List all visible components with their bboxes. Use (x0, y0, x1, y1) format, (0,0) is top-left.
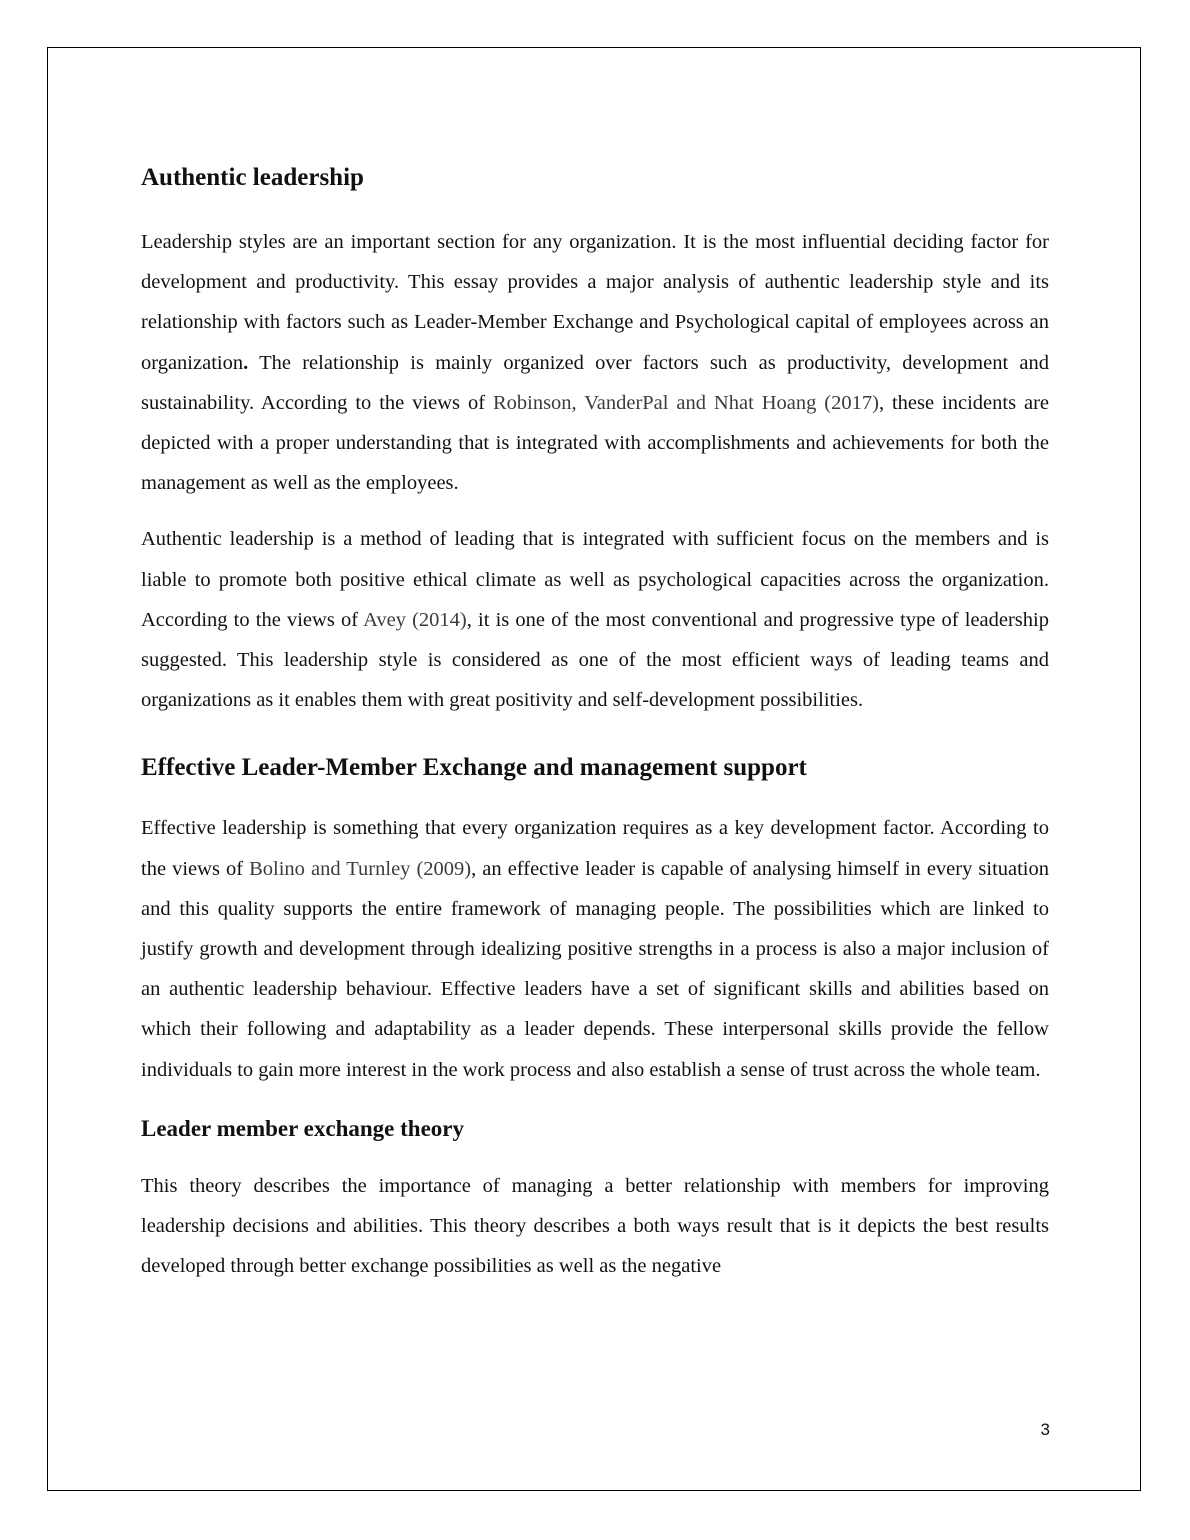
citation-avey: Avey (2014) (363, 608, 467, 631)
paragraph-2-text-b: , it is one of the most conventional and progressive type of leadership suggested. This leadership style is considered as one of the most efficient ways of leading teams and organizations as it enables them with great positivity and self-development possibilities. (141, 608, 1049, 712)
citation-robinson: Robinson, VanderPal and Nhat Hoang (2017) (492, 391, 879, 414)
paragraph-1-text-a: Leadership styles are an important section for any organization. It is the most influential deciding factor for development and productivity. This essay provides a major analysis of authentic leadership style and its relationship with factors such as Leader-Member Exchange and Psychological capital of employees across an organization (141, 231, 1049, 374)
citation-bolino: Bolino and Turnley (2009) (249, 857, 472, 880)
paragraph-4: This theory describes the importance of managing a better relationship with members for improving leadership decisions and abilities. This theory describes a both ways result that is it depicts the best results developed through better exchange possibilities as well as the negative (141, 1174, 1049, 1278)
paragraph-3-text-b: , an effective leader is capable of analysing himself in every situation and this quality supports the entire framework of managing people. The possibilities which are linked to justify growth and development through idealizing positive strengths in a process is also a major inclusion of an authentic leadership behaviour. Effective leaders have a set of significant skills and abilities based on which their following and adaptability as a leader depends. These interpersonal skills provide the fellow individuals to gain more interest in the work process and also establish a sense of trust across the whole team. (141, 857, 1049, 1081)
bold-period: . (243, 351, 249, 374)
paragraph-1 (141, 222, 1049, 503)
paragraph-2 (141, 519, 1049, 720)
heading-authentic-leadership: Authentic leadership (141, 164, 364, 191)
page-number: 3 (1040, 1420, 1050, 1439)
paragraph-1-text-c: , these incidents are depicted with a proper understanding that is integrated with accomplishments and achievements for both the management as well as the employees. (141, 391, 1049, 495)
paragraph-3-text-a: Effective leadership is something that every organization requires as a key development factor. According to the views of (141, 817, 1049, 880)
paragraph-2-text-a: Authentic leadership is a method of leading that is integrated with sufficient focus on the members and is liable to promote both positive ethical climate as well as psychological capacities across the organization. According to the views of (141, 528, 1049, 631)
heading-lmx-theory: Leader member exchange theory (141, 1115, 464, 1141)
document-body (141, 160, 1049, 1286)
paragraph-1-text-b: The relationship is mainly organized over factors such as productivity, development and sustainability. According to the views of (141, 351, 1049, 414)
paragraph-3 (141, 808, 1049, 1089)
heading-effective-lmx: Effective Leader-Member Exchange and management support (141, 754, 807, 782)
